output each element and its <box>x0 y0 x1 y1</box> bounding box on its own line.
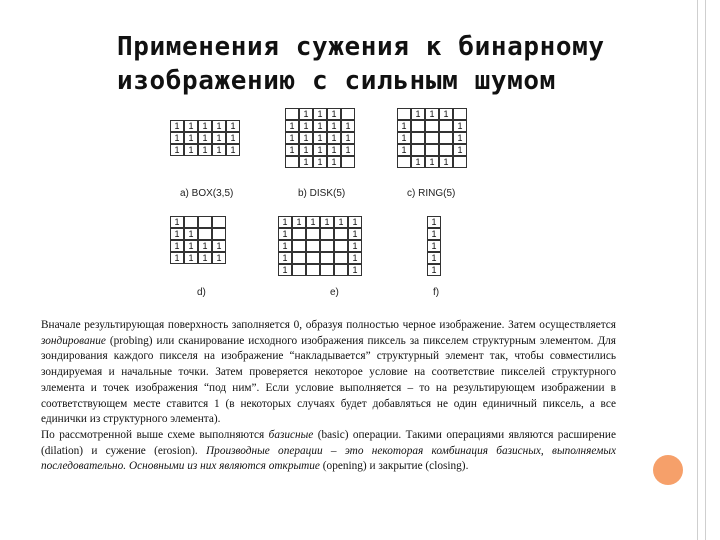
grid-cell: 1 <box>184 240 198 252</box>
grid-cell: 1 <box>439 108 453 120</box>
structuring-elements-figure <box>150 100 490 310</box>
caption-disk: b) DISK(5) <box>298 188 346 199</box>
grid-cell: 1 <box>313 132 327 144</box>
grid-cell <box>320 252 334 264</box>
p2-text-1: По рассмотренной выше схеме выполняются <box>41 428 269 441</box>
grid-cell: 1 <box>170 132 184 144</box>
body-text <box>41 318 616 475</box>
grid-cell: 1 <box>313 144 327 156</box>
grid-cell: 1 <box>327 144 341 156</box>
grid-cell <box>411 144 425 156</box>
grid-cell: 1 <box>198 132 212 144</box>
grid-cell: 1 <box>212 252 226 264</box>
grid-cell: 1 <box>427 264 441 276</box>
grid-d <box>170 216 226 264</box>
grid-cell <box>334 240 348 252</box>
grid-cell <box>425 132 439 144</box>
grid-cell <box>292 264 306 276</box>
grid-cell: 1 <box>453 132 467 144</box>
grid-cell <box>212 228 226 240</box>
grid-cell: 1 <box>397 144 411 156</box>
grid-cell: 1 <box>285 144 299 156</box>
grid-cell: 1 <box>170 252 184 264</box>
p2-em-2: Производные операции – это некоторая комбинация базисных, выполняемых последовательно. Основными из них являются открытие <box>41 444 617 473</box>
grid-cell: 1 <box>313 156 327 168</box>
grid-cell: 1 <box>226 132 240 144</box>
grid-cell: 1 <box>278 252 292 264</box>
grid-cell: 1 <box>285 132 299 144</box>
p1-text-2: (probing) или сканирование исходного изображения пиксель за пикселем структурным элементом. Для зондирования каждого пикселя на изображение “накладывается” структурный элемент так, чтобы совместились зондируемая и начальные точки. Затем проверяется некоторое условие на соответствие пикселей структурного элемента и точек изображения “под ним”. Если условие выполняется – то на результирующем изображении в соответствующем месте ставится 1 (в некоторых случаях будет добавляться не один единичный пиксель, а все единички из структурного элемента). <box>41 334 616 426</box>
caption-ring: c) RING(5) <box>407 188 456 199</box>
grid-cell <box>334 252 348 264</box>
grid-cell <box>439 132 453 144</box>
grid-cell: 1 <box>212 120 226 132</box>
grid-e <box>278 216 362 276</box>
grid-cell <box>306 252 320 264</box>
grid-cell: 1 <box>397 120 411 132</box>
grid-cell: 1 <box>306 216 320 228</box>
grid-cell: 1 <box>341 132 355 144</box>
grid-cell: 1 <box>320 216 334 228</box>
title-line-1: Применения сужения к бинарному <box>117 32 605 62</box>
grid-cell <box>453 156 467 168</box>
grid-cell <box>334 228 348 240</box>
grid-cell: 1 <box>425 156 439 168</box>
grid-cell <box>341 108 355 120</box>
p2-em-1: базисные <box>268 428 314 441</box>
grid-cell: 1 <box>299 156 313 168</box>
grid-cell <box>198 228 212 240</box>
grid-cell <box>292 228 306 240</box>
grid-cell: 1 <box>427 228 441 240</box>
grid-cell: 1 <box>226 144 240 156</box>
grid-cell: 1 <box>313 108 327 120</box>
title-line-2: изображению с сильным шумом <box>117 66 556 96</box>
caption-d: d) <box>197 287 206 298</box>
grid-cell: 1 <box>313 120 327 132</box>
grid-cell: 1 <box>198 144 212 156</box>
caption-box: a) BOX(3,5) <box>180 188 234 199</box>
grid-cell <box>306 264 320 276</box>
grid-box <box>170 120 240 156</box>
grid-cell <box>184 216 198 228</box>
grid-cell <box>425 144 439 156</box>
grid-cell: 1 <box>327 108 341 120</box>
grid-cell: 1 <box>453 144 467 156</box>
grid-cell: 1 <box>327 120 341 132</box>
grid-cell <box>306 228 320 240</box>
grid-cell: 1 <box>327 132 341 144</box>
grid-cell <box>341 156 355 168</box>
grid-cell: 1 <box>278 216 292 228</box>
grid-cell: 1 <box>348 240 362 252</box>
grid-cell: 1 <box>170 216 184 228</box>
grid-ring <box>397 108 467 168</box>
grid-cell: 1 <box>439 156 453 168</box>
grid-cell: 1 <box>198 252 212 264</box>
decor-circle <box>653 455 683 485</box>
grid-cell <box>292 240 306 252</box>
grid-f <box>427 216 441 276</box>
grid-cell: 1 <box>427 216 441 228</box>
grid-cell: 1 <box>348 252 362 264</box>
grid-cell: 1 <box>184 252 198 264</box>
paragraph-2 <box>41 428 616 475</box>
paragraph-1 <box>41 318 616 428</box>
grid-cell: 1 <box>348 228 362 240</box>
grid-disk <box>285 108 355 168</box>
grid-cell: 1 <box>397 132 411 144</box>
grid-cell: 1 <box>278 228 292 240</box>
grid-cell: 1 <box>184 228 198 240</box>
grid-cell: 1 <box>348 216 362 228</box>
grid-cell: 1 <box>212 240 226 252</box>
grid-cell <box>425 120 439 132</box>
grid-cell: 1 <box>285 120 299 132</box>
caption-e: e) <box>330 287 339 298</box>
grid-cell <box>292 252 306 264</box>
grid-cell: 1 <box>341 120 355 132</box>
grid-cell <box>411 132 425 144</box>
grid-cell: 1 <box>278 264 292 276</box>
slide-title <box>117 30 637 98</box>
grid-cell: 1 <box>299 144 313 156</box>
p2-text-2: (basic) операции. Такими операциями являются расширение (dilation) и сужение (erosion). <box>41 428 616 457</box>
grid-cell: 1 <box>425 108 439 120</box>
grid-cell <box>212 216 226 228</box>
p1-em-1: зондирование <box>41 334 106 347</box>
grid-cell <box>411 120 425 132</box>
grid-cell: 1 <box>170 240 184 252</box>
grid-cell <box>334 264 348 276</box>
grid-cell: 1 <box>198 240 212 252</box>
grid-cell: 1 <box>348 264 362 276</box>
grid-cell: 1 <box>299 132 313 144</box>
grid-cell <box>397 156 411 168</box>
grid-cell <box>320 264 334 276</box>
grid-cell: 1 <box>184 144 198 156</box>
grid-cell: 1 <box>212 132 226 144</box>
grid-cell: 1 <box>411 156 425 168</box>
grid-cell <box>439 144 453 156</box>
p2-text-3: (opening) и закрытие (closing). <box>319 460 469 473</box>
grid-cell: 1 <box>278 240 292 252</box>
grid-cell <box>198 216 212 228</box>
grid-cell: 1 <box>198 120 212 132</box>
grid-cell <box>320 228 334 240</box>
grid-cell: 1 <box>427 252 441 264</box>
decor-rail-left <box>697 0 698 540</box>
grid-cell: 1 <box>411 108 425 120</box>
grid-cell <box>320 240 334 252</box>
grid-cell: 1 <box>170 144 184 156</box>
grid-cell: 1 <box>299 120 313 132</box>
p1-text-1: Вначале результирующая поверхность заполняется 0, образуя полностью черное изображение. Затем осуществляется <box>41 319 616 331</box>
grid-cell: 1 <box>334 216 348 228</box>
grid-cell <box>397 108 411 120</box>
grid-cell: 1 <box>184 132 198 144</box>
decor-rail-right <box>705 0 706 540</box>
grid-cell: 1 <box>292 216 306 228</box>
grid-cell <box>439 120 453 132</box>
grid-cell: 1 <box>184 120 198 132</box>
grid-cell: 1 <box>226 120 240 132</box>
grid-cell <box>306 240 320 252</box>
grid-cell: 1 <box>341 144 355 156</box>
grid-cell: 1 <box>327 156 341 168</box>
grid-cell: 1 <box>299 108 313 120</box>
grid-cell <box>453 108 467 120</box>
grid-cell: 1 <box>170 228 184 240</box>
caption-f: f) <box>433 287 440 298</box>
grid-cell: 1 <box>453 120 467 132</box>
grid-cell <box>285 108 299 120</box>
grid-cell: 1 <box>170 120 184 132</box>
grid-cell: 1 <box>212 144 226 156</box>
grid-cell: 1 <box>427 240 441 252</box>
grid-cell <box>285 156 299 168</box>
